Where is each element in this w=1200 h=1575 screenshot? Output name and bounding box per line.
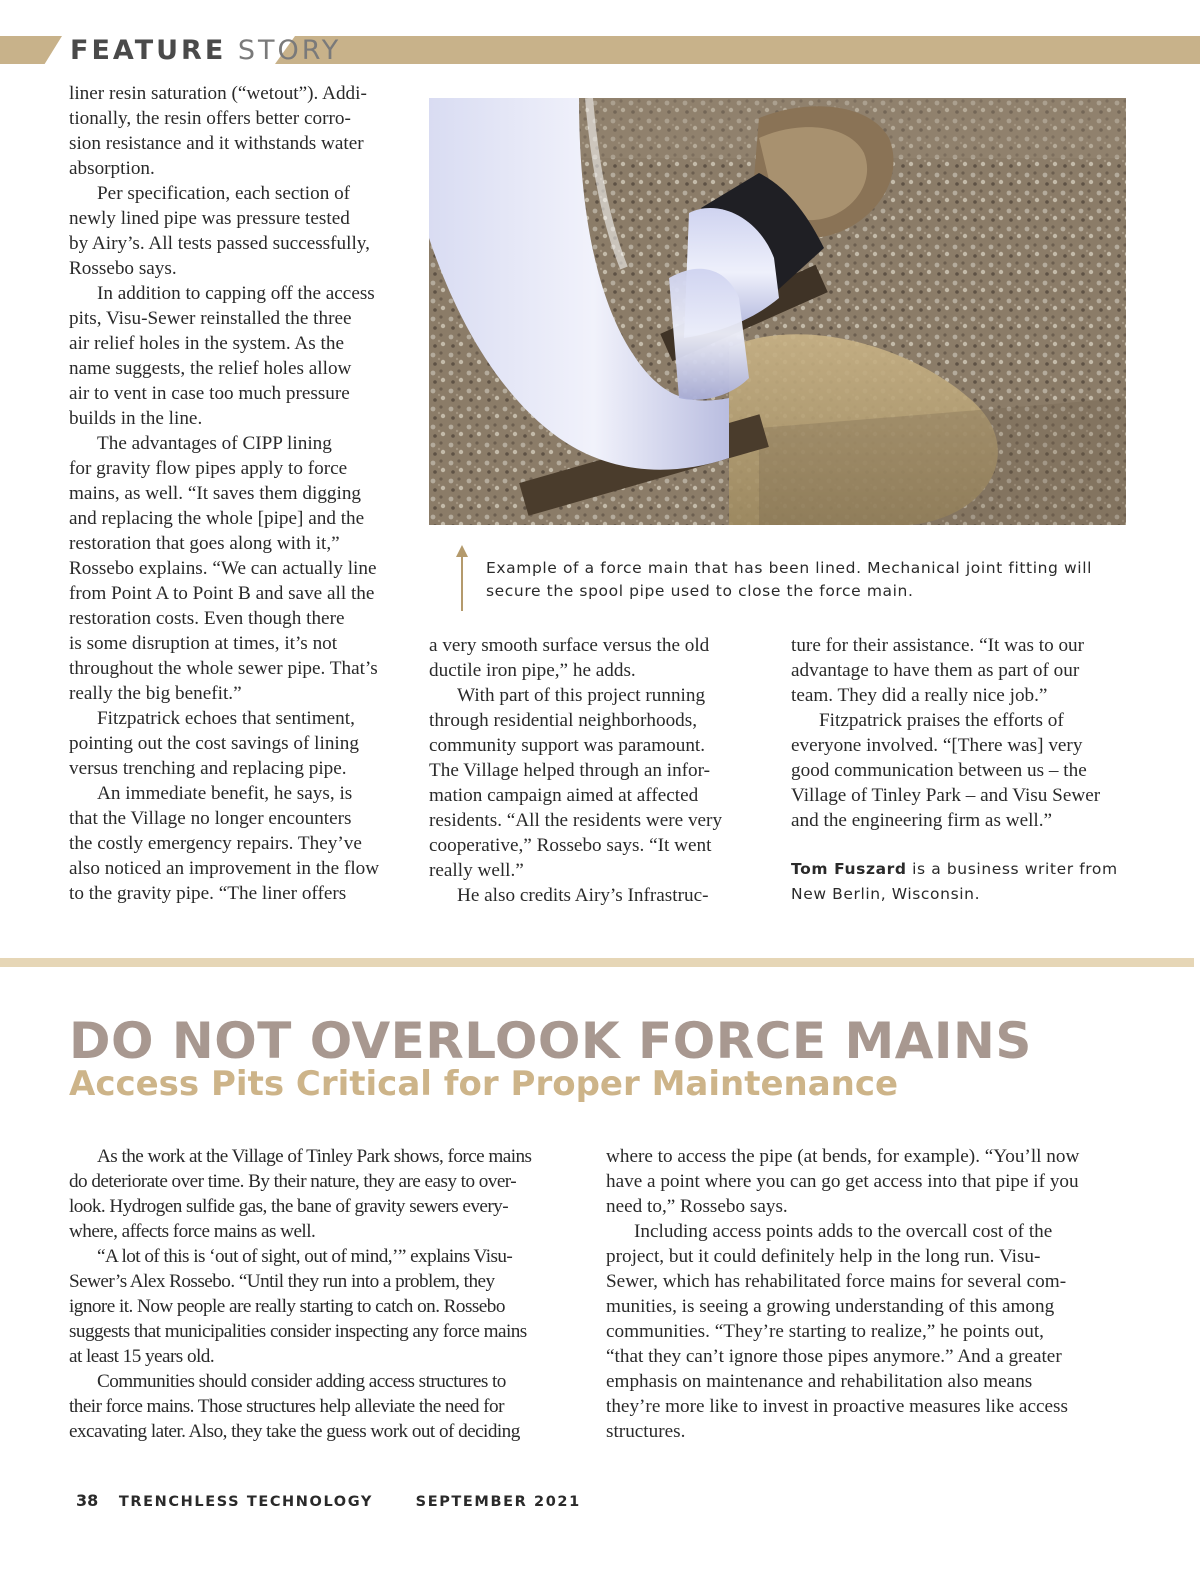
article-column-2	[429, 633, 774, 908]
col3-paragraph: Fitzpatrick praises the efforts of everyone involved. “[There was] very good communication between us – the Village of Tinley Park – and Visu Sewer and the engineering firm as well.”	[791, 710, 1101, 831]
sidebar-paragraph: Including access points adds to the overcall cost of the project, but it could definitely help in the long run. Visu- Sewer, which has rehabilitated force mains for several com- munities, is seeing a growing understanding of this among communities. “They’re starting to realize,” he points out, “that they can’t ignore those pipes anymore.” And a greater emphasis on maintenance and rehabilitation also means they’re more like to invest in proactive measures like access structures.	[606, 1221, 1068, 1442]
sidebar-column-right	[606, 1144, 1126, 1444]
author-bio: is a business writer from New Berlin, Wisconsin.	[791, 860, 1118, 903]
author-byline	[791, 857, 1151, 907]
col1-paragraph: The advantages of CIPP lining for gravity flow pipes apply to force mains, as well. “It saves them digging and replacing the whole [pipe] and the restoration that goes along with it,” Rossebo explains. “We can actually line from Point A to Point B and save all the restoration costs. Even though there is some disruption at times, it’s not throughout the whole sewer pipe. That’s really the big benefit.”	[69, 433, 378, 704]
sidebar-headline: DO NOT OVERLOOK FORCE MAINS	[69, 1012, 1032, 1070]
col2-paragraph: a very smooth surface versus the old ductile iron pipe,” he adds.	[429, 635, 710, 681]
force-main-photo-illustration	[429, 98, 1126, 525]
page-number: 38	[76, 1491, 99, 1510]
kicker-bold: FEATURE	[70, 35, 227, 66]
sidebar-paragraph: where to access the pipe (at bends, for example). “You’ll now have a point where you can go get access into that pipe if you need to,” Rossebo says.	[606, 1146, 1080, 1217]
col3-paragraph: ture for their assistance. “It was to our advantage to have them as part of our team. They did a really nice job.”	[791, 635, 1085, 706]
photo-caption: Example of a force main that has been lined. Mechanical joint fitting will secure the spool pipe used to close the force main.	[486, 559, 1093, 600]
kicker-light: STORY	[237, 35, 342, 66]
issue-date: SEPTEMBER 2021	[415, 1494, 581, 1510]
col1-paragraph: An immediate benefit, he says, is that the Village no longer encounters the costly emergency repairs. They’ve also noticed an improvement in the flow to the gravity pipe. “The liner offers	[69, 783, 380, 904]
header-rule	[275, 36, 1200, 64]
sidebar-paragraph: “A lot of this is ‘out of sight, out of mind,’” explains Visu- Sewer’s Alex Rossebo. “Until they run into a problem, they ignore it. Now people are really starting to catch on. Rossebo suggests that municipalities consider inspecting any force mains at least 15 years old.	[69, 1246, 527, 1367]
sidebar-subhead: Access Pits Critical for Proper Maintenance	[69, 1064, 899, 1104]
col1-paragraph: Fitzpatrick echoes that sentiment, pointing out the cost savings of lining versus trenching and replacing pipe.	[69, 708, 359, 779]
author-name: Tom Fuszard	[791, 860, 907, 878]
article-column-1	[69, 81, 414, 906]
caption-arrow-icon	[455, 545, 469, 611]
section-divider	[0, 958, 1194, 967]
article-column-3	[791, 633, 1151, 833]
col2-paragraph: With part of this project running through residential neighborhoods, community support was paramount. The Village helped through an infor- mation campaign aimed at affected residents. “All the residents were very cooperative,” Rossebo says. “It went really well.”	[429, 685, 723, 881]
sidebar-paragraph: As the work at the Village of Tinley Park shows, force mains do deteriorate over time. By their nature, they are easy to over- look. Hydrogen sulfide gas, the bane of gravity sewers every- where, affects force mains as well.	[69, 1146, 532, 1242]
sidebar-paragraph: Communities should consider adding access structures to their force mains. Those structures help alleviate the need for excavating later. Also, they take the guess work out of deciding	[69, 1371, 520, 1442]
col2-paragraph: He also credits Airy’s Infrastruc-	[457, 885, 709, 906]
col1-paragraph: liner resin saturation (“wetout”). Addi- tionally, the resin offers better corro- sion resistance and it withstands water absorption.	[69, 83, 367, 179]
page-footer	[76, 1490, 581, 1513]
col1-paragraph: Per specification, each section of newly lined pipe was pressure tested by Airy’s. All tests passed successfully, Rossebo says.	[69, 183, 370, 279]
section-kicker	[70, 36, 341, 64]
publication-name: TRENCHLESS TECHNOLOGY	[118, 1494, 373, 1510]
sidebar-column-left	[69, 1144, 589, 1444]
force-main-photo	[429, 98, 1126, 525]
header-wedge	[0, 36, 62, 64]
col1-paragraph: In addition to capping off the access pits, Visu-Sewer reinstalled the three air relief holes in the system. As the name suggests, the relief holes allow air to vent in case too much pressure builds in the line.	[69, 283, 375, 429]
